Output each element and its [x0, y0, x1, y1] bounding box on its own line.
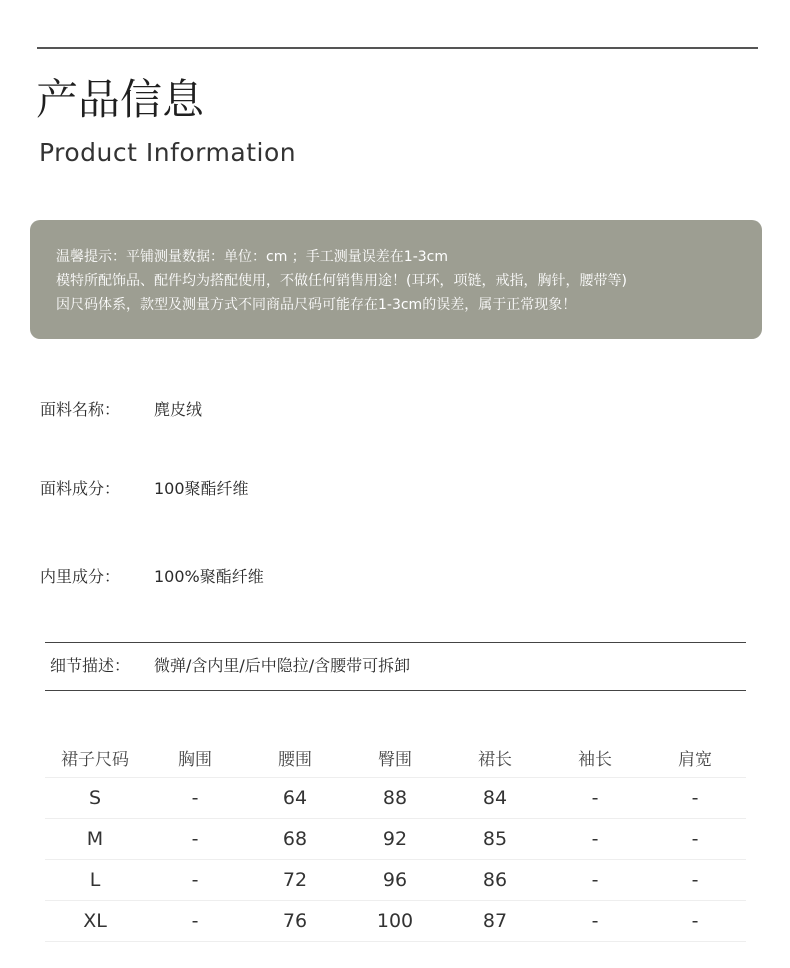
size-table-header-cell: 胸围 — [178, 749, 212, 770]
size-table-cell: 84 — [482, 787, 508, 809]
top-divider — [37, 47, 758, 49]
size-table-cell: 85 — [482, 828, 508, 850]
notice-line: 温馨提示：平铺测量数据：单位：cm ；手工测量误差在1-3cm — [56, 249, 448, 265]
size-table-cell: - — [691, 910, 699, 932]
size-table-row — [45, 778, 746, 819]
size-table — [45, 737, 746, 942]
size-table-cell: 72 — [282, 869, 308, 891]
size-table-cell: 76 — [282, 910, 308, 932]
size-table-cell: - — [191, 910, 199, 932]
size-table-header-cell: 腰围 — [278, 749, 312, 770]
fabric-composition-label: 面料成分： — [40, 479, 121, 498]
size-table-cell: 86 — [482, 869, 508, 891]
page-subtitle: Product Information — [39, 138, 297, 167]
size-table-header-cell: 裙子尺码 — [61, 749, 129, 770]
size-table-header-cell: 臀围 — [378, 749, 412, 770]
notice-box — [30, 220, 762, 339]
size-table-cell: - — [591, 869, 599, 891]
detail-description-value: 微弹/含内里/后中隐拉/含腰带可拆卸 — [154, 656, 411, 675]
size-table-cell: - — [691, 787, 699, 809]
page-title: 产品信息 — [36, 75, 205, 124]
size-table-cell: - — [691, 869, 699, 891]
size-table-cell: 87 — [482, 910, 508, 932]
size-table-cell: 64 — [282, 787, 308, 809]
size-table-cell: - — [191, 787, 199, 809]
size-table-cell: 68 — [282, 828, 308, 850]
fabric-composition-value: 100聚酯纤维 — [154, 479, 249, 498]
detail-description-box — [45, 642, 746, 691]
size-table-header-cell: 袖长 — [578, 749, 612, 770]
lining-composition-value: 100%聚酯纤维 — [154, 567, 264, 586]
size-table-header-row — [45, 737, 746, 778]
fabric-name-value: 麂皮绒 — [154, 400, 203, 419]
size-table-header-cell: 裙长 — [478, 749, 512, 770]
size-table-cell: 92 — [382, 828, 408, 850]
size-table-row — [45, 819, 746, 860]
size-table-row — [45, 860, 746, 901]
detail-description-label: 细节描述： — [50, 656, 131, 675]
notice-line: 因尺码体系，款型及测量方式不同商品尺码可能存在1-3cm的误差，属于正常现象！ — [56, 297, 577, 313]
lining-composition-row — [40, 565, 264, 589]
size-table-cell: - — [691, 828, 699, 850]
size-table-cell: - — [591, 787, 599, 809]
size-table-cell: - — [191, 869, 199, 891]
size-table-cell: M — [86, 828, 104, 850]
size-table-cell: - — [591, 910, 599, 932]
fabric-composition-row — [40, 477, 249, 501]
fabric-name-label: 面料名称： — [40, 400, 121, 419]
size-table-cell: S — [88, 787, 102, 809]
size-table-cell: - — [191, 828, 199, 850]
lining-composition-label: 内里成分： — [40, 567, 121, 586]
size-table-cell: 88 — [382, 787, 408, 809]
size-table-cell: 100 — [376, 910, 414, 932]
size-table-row — [45, 901, 746, 942]
size-table-cell: L — [89, 869, 101, 891]
size-table-cell: 96 — [382, 869, 408, 891]
size-table-cell: - — [591, 828, 599, 850]
fabric-name-row — [40, 398, 202, 422]
notice-line: 模特所配饰品、配件均为搭配使用，不做任何销售用途！(耳环，项链，戒指，胸针，腰带等) — [56, 273, 627, 289]
size-table-cell: XL — [83, 910, 107, 932]
size-table-header-cell: 肩宽 — [678, 749, 712, 770]
